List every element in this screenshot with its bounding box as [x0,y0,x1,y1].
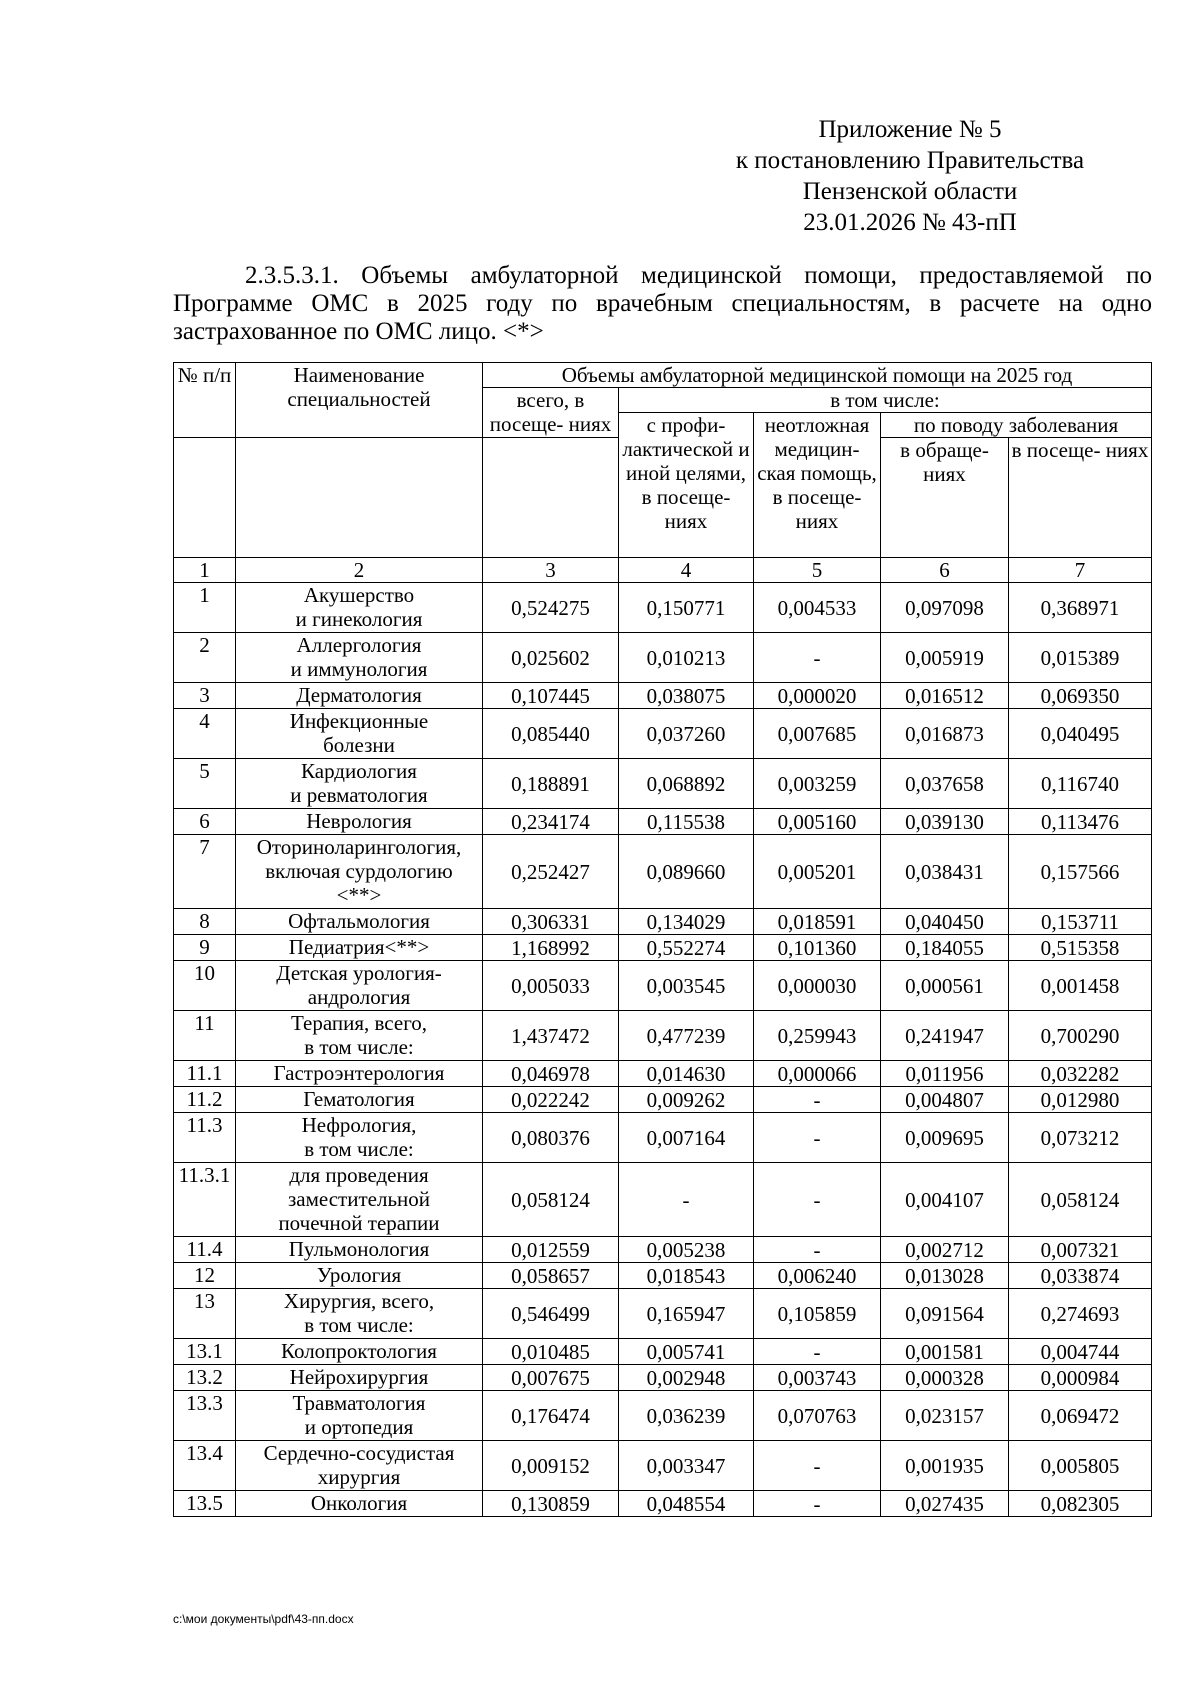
specialty-name-line: для проведения [289,1163,429,1187]
specialty-name [236,1289,483,1339]
row-number: 13.5 [174,1491,236,1517]
table-row [174,935,1152,961]
value-cell: 0,001458 [1009,961,1152,1011]
value-cell: 0,027435 [881,1491,1009,1517]
value-cell: 0,009262 [619,1087,754,1113]
table-row [174,583,1152,633]
value-cell: 0,000561 [881,961,1009,1011]
header-visits: в посеще- ниях [1009,438,1152,558]
value-cell: 0,040495 [1009,709,1152,759]
row-number: 7 [174,835,236,909]
specialty-name [236,1365,483,1391]
value-cell: 1,437472 [483,1011,619,1061]
value-cell: - [754,1087,881,1113]
value-cell: 0,113476 [1009,809,1152,835]
value-cell: 0,115538 [619,809,754,835]
column-number: 7 [1009,558,1152,583]
row-number: 11.1 [174,1061,236,1087]
table-row [174,909,1152,935]
appendix-title: Приложение № 5 [818,116,1002,143]
value-cell: 0,013028 [881,1263,1009,1289]
value-cell: 0,089660 [619,835,754,909]
value-cell: 0,040450 [881,909,1009,935]
value-cell: 0,130859 [483,1491,619,1517]
value-cell: 0,000984 [1009,1365,1152,1391]
value-cell: 0,000030 [754,961,881,1011]
table-row [174,633,1152,683]
header-total-spacer [483,438,619,558]
specialty-name-line: андрология [307,985,411,1009]
table-row [174,759,1152,809]
value-cell: 0,007685 [754,709,881,759]
specialty-name-line: в том числе: [304,1313,414,1337]
value-cell: 0,176474 [483,1391,619,1441]
value-cell: 0,048554 [619,1491,754,1517]
column-number: 6 [881,558,1009,583]
value-cell: 0,002712 [881,1237,1009,1263]
column-number: 3 [483,558,619,583]
value-cell: 0,046978 [483,1061,619,1087]
value-cell: 0,085440 [483,709,619,759]
specialty-name-line: и ортопедия [304,1415,414,1439]
specialty-name [236,909,483,935]
specialty-name-line: Инфекционные [289,709,429,733]
specialty-name [236,961,483,1011]
table-row [174,709,1152,759]
table-row [174,1365,1152,1391]
specialty-name-line: Детская урология- [276,961,442,985]
value-cell: - [754,1339,881,1365]
specialty-name-line: Педиатрия<**> [288,935,430,959]
specialty-name [236,1011,483,1061]
value-cell: 0,153711 [1009,909,1152,935]
row-number: 8 [174,909,236,935]
value-cell: 0,134029 [619,909,754,935]
value-cell: 0,080376 [483,1113,619,1163]
specialty-name-line: Терапия, всего, [290,1011,428,1035]
value-cell: 0,157566 [1009,835,1152,909]
value-cell: 0,003545 [619,961,754,1011]
value-cell: 0,007164 [619,1113,754,1163]
value-cell: 0,005160 [754,809,881,835]
value-cell: 0,306331 [483,909,619,935]
value-cell: 0,091564 [881,1289,1009,1339]
value-cell: 0,004744 [1009,1339,1152,1365]
specialty-name-line: Онкология [310,1491,408,1515]
value-cell: 0,058124 [1009,1163,1152,1237]
value-cell: 0,007675 [483,1365,619,1391]
specialty-name [236,1263,483,1289]
value-cell: 0,700290 [1009,1011,1152,1061]
value-cell: 0,116740 [1009,759,1152,809]
value-cell: 0,023157 [881,1391,1009,1441]
column-number: 4 [619,558,754,583]
specialty-name-line: Нейрохирургия [289,1365,429,1389]
value-cell: 0,038431 [881,835,1009,909]
specialty-name-line: Гастроэнтерология [273,1061,445,1085]
value-cell: 0,107445 [483,683,619,709]
row-number: 12 [174,1263,236,1289]
specialty-name-line: Гематология [303,1087,415,1111]
specialty-name-line: Неврология [306,809,412,833]
table-row [174,961,1152,1011]
value-cell: 0,005919 [881,633,1009,683]
specialty-name [236,1237,483,1263]
specialty-name [236,583,483,633]
specialty-name-line: и ревматология [290,783,428,807]
value-cell: 0,058124 [483,1163,619,1237]
value-cell: 0,010213 [619,633,754,683]
specialty-name-line: <**> [336,883,382,907]
value-cell: 1,168992 [483,935,619,961]
header-prophylactic: с профи- лактической и иной целями, в посеще- ниях [619,413,754,558]
row-number: 13.1 [174,1339,236,1365]
value-cell: 0,004807 [881,1087,1009,1113]
value-cell: 0,003259 [754,759,881,809]
column-number: 5 [754,558,881,583]
value-cell: 0,188891 [483,759,619,809]
specialty-name [236,1339,483,1365]
value-cell: - [754,1237,881,1263]
specialty-name-line: Травматология [292,1391,426,1415]
value-cell: 0,005238 [619,1237,754,1263]
column-number: 1 [174,558,236,583]
row-number: 4 [174,709,236,759]
specialty-name-line: Аллергология [296,633,422,657]
header-num-spacer [174,438,236,558]
value-cell: 0,005805 [1009,1441,1152,1491]
specialty-name-line: Дерматология [296,683,422,707]
value-cell: - [754,1441,881,1491]
specialty-name-line: Офтальмология [288,909,430,933]
appendix-decree: к постановлению Правительства [735,147,1085,174]
specialty-name-line: и гинекология [295,607,423,631]
value-cell: 0,101360 [754,935,881,961]
header-volumes: Объемы амбулаторной медицинской помощи на 2025 год [483,363,1152,388]
row-number: 1 [174,583,236,633]
value-cell: 0,001581 [881,1339,1009,1365]
value-cell: 0,368971 [1009,583,1152,633]
header-appeals: в обраще- ниях [881,438,1009,558]
specialty-name [236,1163,483,1237]
specialty-name-line: в том числе: [304,1035,414,1059]
value-cell: 0,004533 [754,583,881,633]
value-cell: 0,241947 [881,1011,1009,1061]
value-cell: 0,002948 [619,1365,754,1391]
row-number: 13.3 [174,1391,236,1441]
row-number: 11.3.1 [174,1163,236,1237]
specialty-name [236,1491,483,1517]
value-cell: 0,007321 [1009,1237,1152,1263]
appendix-block [700,114,1120,238]
value-cell: 0,069350 [1009,683,1152,709]
value-cell: 0,016873 [881,709,1009,759]
value-cell: 0,552274 [619,935,754,961]
value-cell: 0,004107 [881,1163,1009,1237]
table-row [174,1263,1152,1289]
specialty-name-line: Сердечно-сосудистая [263,1441,455,1465]
specialty-name [236,1113,483,1163]
table-row [174,1391,1152,1441]
row-number: 2 [174,633,236,683]
value-cell: 0,234174 [483,809,619,835]
value-cell: 0,073212 [1009,1113,1152,1163]
value-cell: 0,015389 [1009,633,1152,683]
value-cell: 0,037260 [619,709,754,759]
value-cell: 0,016512 [881,683,1009,709]
value-cell: 0,018591 [754,909,881,935]
value-cell: 0,000066 [754,1061,881,1087]
value-cell: 0,009152 [483,1441,619,1491]
specialty-name-line: Кардиология [301,759,417,783]
header-total: всего, в посеще- ниях [483,388,619,438]
specialty-name-line: Пульмонология [288,1237,430,1261]
specialty-name-line: включая сурдологию [265,859,453,883]
column-number: 2 [236,558,483,583]
specialty-name [236,935,483,961]
specialty-name [236,1061,483,1087]
specialty-name [236,1087,483,1113]
table-row [174,683,1152,709]
value-cell: 0,012559 [483,1237,619,1263]
table-row [174,1011,1152,1061]
value-cell: - [619,1163,754,1237]
row-number: 11 [174,1011,236,1061]
value-cell: 0,165947 [619,1289,754,1339]
value-cell: 0,150771 [619,583,754,633]
table-row [174,1113,1152,1163]
value-cell: 0,010485 [483,1339,619,1365]
specialty-name-line: Колопроктология [281,1339,437,1363]
specialty-name-line: Оториноларингология, [256,835,462,859]
specialty-name-line: Акушерство [303,583,415,607]
value-cell: 0,515358 [1009,935,1152,961]
value-cell: 0,477239 [619,1011,754,1061]
row-number: 11.3 [174,1113,236,1163]
value-cell: - [754,1163,881,1237]
specialty-name-line: хирургия [317,1465,401,1489]
value-cell: 0,005741 [619,1339,754,1365]
value-cell: 0,259943 [754,1011,881,1061]
row-number: 3 [174,683,236,709]
row-number: 11.2 [174,1087,236,1113]
table-row [174,1441,1152,1491]
row-number: 13.4 [174,1441,236,1491]
value-cell: 0,105859 [754,1289,881,1339]
value-cell: 0,037658 [881,759,1009,809]
specialty-name-line: Нефрология, [301,1113,417,1137]
file-path-footer: c:\мои документы\pdf\43-пп.docx [173,1612,354,1626]
row-number: 10 [174,961,236,1011]
value-cell: 0,005201 [754,835,881,909]
specialty-name [236,1391,483,1441]
specialty-name-line: заместительной [287,1187,431,1211]
header-num: № п/п [174,363,236,438]
value-cell: 0,014630 [619,1061,754,1087]
appendix-date-number: 23.01.2026 № 43-пП [803,209,1017,236]
row-number: 13 [174,1289,236,1339]
value-cell: 0,003347 [619,1441,754,1491]
value-cell: 0,274693 [1009,1289,1152,1339]
table-row [174,1289,1152,1339]
table-row [174,809,1152,835]
intro-paragraph: 2.3.5.3.1. Объемы амбулаторной медицинской помощи, предоставляемой по Программе ОМС в 2025 году по врачебным специальностям, в расчете на одно застрахованное по ОМС лицо. <*> [173,262,1152,345]
value-cell: 0,011956 [881,1061,1009,1087]
column-number-row [174,558,1152,583]
table-row [174,835,1152,909]
specialty-name [236,633,483,683]
table-row [174,1087,1152,1113]
table-row [174,1163,1152,1237]
value-cell: 0,001935 [881,1441,1009,1491]
value-cell: 0,184055 [881,935,1009,961]
value-cell: 0,009695 [881,1113,1009,1163]
value-cell: 0,005033 [483,961,619,1011]
value-cell: 0,006240 [754,1263,881,1289]
table-row [174,1237,1152,1263]
value-cell: 0,038075 [619,683,754,709]
header-name-spacer [236,438,483,558]
table-row [174,1061,1152,1087]
value-cell: 0,252427 [483,835,619,909]
specialty-name [236,709,483,759]
value-cell: 0,036239 [619,1391,754,1441]
table-row [174,1339,1152,1365]
value-cell: 0,018543 [619,1263,754,1289]
value-cell: - [754,633,881,683]
specialty-name-line: почечной терапии [278,1211,440,1235]
value-cell: 0,012980 [1009,1087,1152,1113]
volumes-table [173,362,1152,1517]
value-cell: 0,032282 [1009,1061,1152,1087]
specialty-name [236,1441,483,1491]
value-cell: 0,003743 [754,1365,881,1391]
row-number: 9 [174,935,236,961]
value-cell: 0,082305 [1009,1491,1152,1517]
row-number: 5 [174,759,236,809]
value-cell: 0,039130 [881,809,1009,835]
value-cell: 0,070763 [754,1391,881,1441]
value-cell: 0,524275 [483,583,619,633]
specialty-name-line: Хирургия, всего, [283,1289,435,1313]
value-cell: 0,068892 [619,759,754,809]
value-cell: 0,546499 [483,1289,619,1339]
value-cell: 0,000020 [754,683,881,709]
row-number: 6 [174,809,236,835]
row-number: 13.2 [174,1365,236,1391]
appendix-region: Пензенской области [802,178,1018,205]
header-urgent: неотложная медицин- ская помощь, в посеще- ниях [754,413,881,558]
value-cell: - [754,1113,881,1163]
value-cell: 0,000328 [881,1365,1009,1391]
value-cell: 0,022242 [483,1087,619,1113]
table-row [174,1491,1152,1517]
specialty-name-line: в том числе: [304,1137,414,1161]
specialty-name-line: и иммунология [290,657,428,681]
specialty-name [236,809,483,835]
value-cell: 0,097098 [881,583,1009,633]
value-cell: 0,033874 [1009,1263,1152,1289]
value-cell: - [754,1491,881,1517]
specialty-name [236,835,483,909]
value-cell: 0,025602 [483,633,619,683]
specialty-name-line: болезни [323,733,395,757]
header-including: в том числе: [619,388,1152,413]
specialty-name-line: Урология [316,1263,402,1287]
header-disease: по поводу заболевания [881,413,1152,438]
row-number: 11.4 [174,1237,236,1263]
header-name: Наименование специальностей [236,363,483,438]
value-cell: 0,069472 [1009,1391,1152,1441]
specialty-name [236,759,483,809]
value-cell: 0,058657 [483,1263,619,1289]
specialty-name [236,683,483,709]
